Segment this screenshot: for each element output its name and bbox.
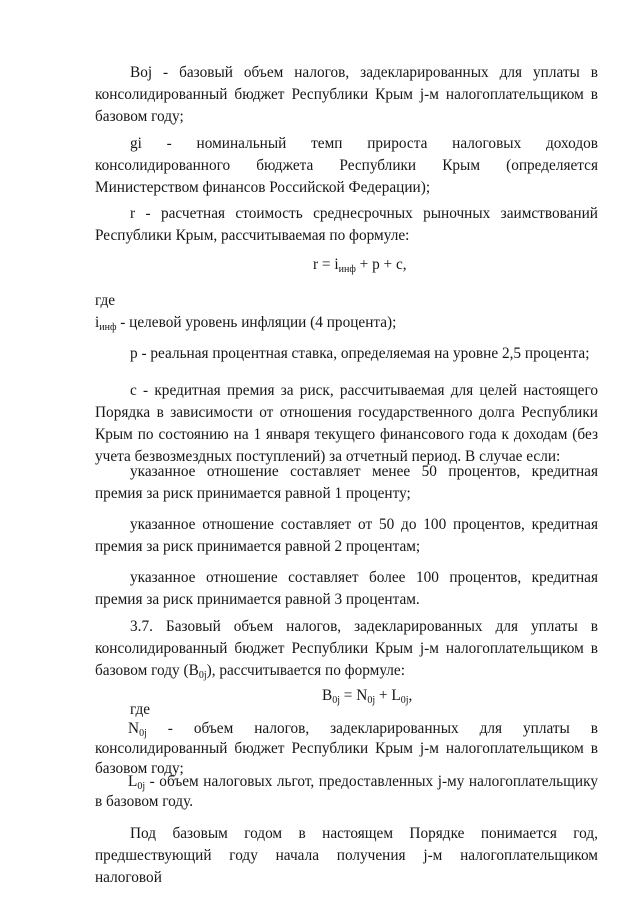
formula-b: B bbox=[322, 687, 333, 704]
formula-n-sub: 0j bbox=[367, 695, 376, 706]
formula-end: , bbox=[408, 687, 413, 704]
formula-r-right: + p + c, bbox=[355, 256, 407, 273]
paragraph-case-3: указанное отношение составляет более 100 процентов, кредитная премия за риск принимается равной 3 процентам. bbox=[95, 569, 598, 608]
paragraph-n0j bbox=[95, 719, 598, 779]
gde-block-1 bbox=[95, 290, 598, 334]
section-3-7-text: 3.7. Базовый объем налогов, задекларированных для уплаты в консолидированный бюджет Республики Крым j-м налогоплательщиком в базовом году (B bbox=[95, 618, 598, 679]
n0j-desc: - объем налогов, задекларированных для уплаты в консолидированный бюджет Республики Крым j-м налогоплательщиком в базовом году; bbox=[95, 720, 598, 777]
formula-plus: + L bbox=[375, 687, 401, 704]
paragraph-r: r - расчетная стоимость среднесрочных рыночных заимствований Республики Крым, рассчитываемая по формуле: bbox=[95, 205, 598, 244]
gde-label-2: где bbox=[130, 701, 151, 718]
formula-eq: = N bbox=[339, 687, 368, 704]
n0j-sub: 0j bbox=[139, 728, 147, 739]
section-3-7-sub: 0j bbox=[198, 670, 207, 681]
paragraph-boj: Boj - базовый объем налогов, задекларированных для уплаты в консолидированный бюджет Республики Крым j-м налогоплательщиком в базовом году; bbox=[95, 64, 598, 125]
n0j-var: N bbox=[128, 720, 140, 737]
formula-b-sub: 0j bbox=[332, 695, 340, 706]
i-inf-desc: - целевой уровень инфляции (4 процента); bbox=[116, 314, 397, 331]
gde-label: где bbox=[95, 292, 116, 309]
section-3-7-tail: ), рассчитывается по формуле: bbox=[206, 662, 405, 679]
paragraph-l0j bbox=[95, 772, 598, 812]
l0j-desc: - объем налоговых льгот, предоставленных j-му налогоплательщику в базовом году. bbox=[95, 773, 598, 810]
paragraph-case-2: указанное отношение составляет от 50 до 100 процентов, кредитная премия за риск принимается равной 2 процентам; bbox=[95, 516, 598, 555]
formula-b0j bbox=[322, 685, 412, 707]
paragraph-p: p - реальная процентная ставка, определяемая на уровне 2,5 процента; bbox=[130, 345, 590, 362]
paragraph-c: c - кредитная премия за риск, рассчитываемая для целей настоящего Порядка в зависимости от отношения государственного долга Республики Крым по состоянию на 1 января текущего финансового года к доходам (без учета безвозмездных поступлений) за отчетный период. В случае если: bbox=[95, 382, 598, 465]
l0j-var: L bbox=[128, 773, 138, 790]
base-year-line-2: предшествующий году начала получения j-м налогоплательщиком налоговой bbox=[95, 847, 598, 886]
i-inf-definition bbox=[95, 312, 598, 334]
paragraph-base-year bbox=[95, 823, 598, 889]
base-year-line-1: Под базовым годом в настоящем Порядке понимается год, bbox=[130, 825, 598, 842]
formula-r-left: r = i bbox=[313, 256, 339, 273]
paragraph-3-7 bbox=[95, 616, 598, 682]
i-inf-sub: инф bbox=[99, 322, 117, 333]
formula-r bbox=[313, 254, 407, 276]
formula-r-sub: инф bbox=[338, 264, 356, 275]
paragraph-gi: gi - номинальный темп прироста налоговых доходов консолидированного бюджета Республики Крым (определяется Министерством финансов Российской Федерации); bbox=[95, 135, 598, 196]
formula-l-sub: 0j bbox=[400, 695, 409, 706]
l0j-sub: 0j bbox=[137, 781, 146, 792]
i-inf-var: i bbox=[95, 314, 100, 331]
paragraph-case-1: указанное отношение составляет менее 50 процентов, кредитная премия за риск принимается равной 1 проценту; bbox=[95, 463, 598, 502]
